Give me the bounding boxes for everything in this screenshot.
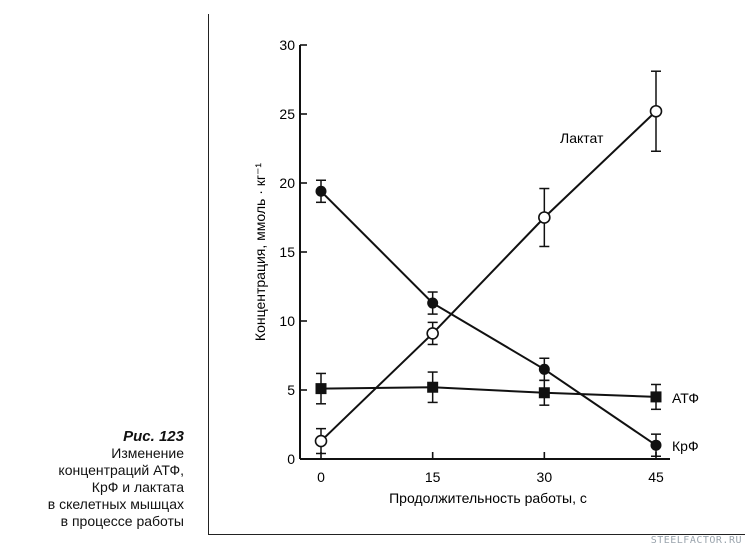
data-point-1-3 <box>651 440 662 451</box>
data-point-2-0 <box>316 383 327 394</box>
data-point-1-0 <box>316 186 327 197</box>
y-axis-title: Концентрация, ммоль · кг⁻¹ <box>252 162 268 342</box>
data-point-1-2 <box>539 364 550 375</box>
watermark: STEELFACTOR.RU <box>650 535 742 546</box>
y-tick-label-3: 15 <box>279 244 295 260</box>
caption-line-2: концентраций АТФ, <box>58 462 184 478</box>
data-point-2-3 <box>651 391 662 402</box>
y-tick-label-4: 20 <box>279 175 295 191</box>
y-tick-label-5: 25 <box>279 106 295 122</box>
data-point-0-3 <box>651 106 662 117</box>
series-label-1: КрФ <box>672 438 699 454</box>
data-point-2-2 <box>539 387 550 398</box>
y-tick-label-2: 10 <box>279 313 295 329</box>
caption-line-5: в процессе работы <box>60 513 184 529</box>
x-tick-label-0: 0 <box>317 469 325 485</box>
data-point-1-1 <box>427 298 438 309</box>
x-tick-label-1: 15 <box>424 469 441 485</box>
series-line-0 <box>321 111 656 441</box>
series-line-1 <box>321 191 656 445</box>
data-point-2-1 <box>427 382 438 393</box>
x-axis-title: Продолжительность работы, с <box>389 490 587 506</box>
x-tick-label-2: 30 <box>536 469 553 485</box>
y-tick-label-6: 30 <box>279 37 295 53</box>
caption-line-4: в скелетных мышцах <box>47 496 184 512</box>
series-label-0: Лактат <box>560 130 604 146</box>
caption-line-1: Изменение <box>111 445 184 461</box>
series-label-2: АТФ <box>672 390 699 406</box>
data-point-0-1 <box>427 328 438 339</box>
x-tick-label-3: 45 <box>648 469 664 485</box>
data-point-0-0 <box>316 436 327 447</box>
y-tick-label-0: 0 <box>287 451 295 467</box>
caption-line-3: КрФ и лактата <box>91 479 184 495</box>
y-tick-label-1: 5 <box>287 382 295 398</box>
figure-label: Рис. 123 <box>123 428 184 445</box>
data-point-0-2 <box>539 212 550 223</box>
